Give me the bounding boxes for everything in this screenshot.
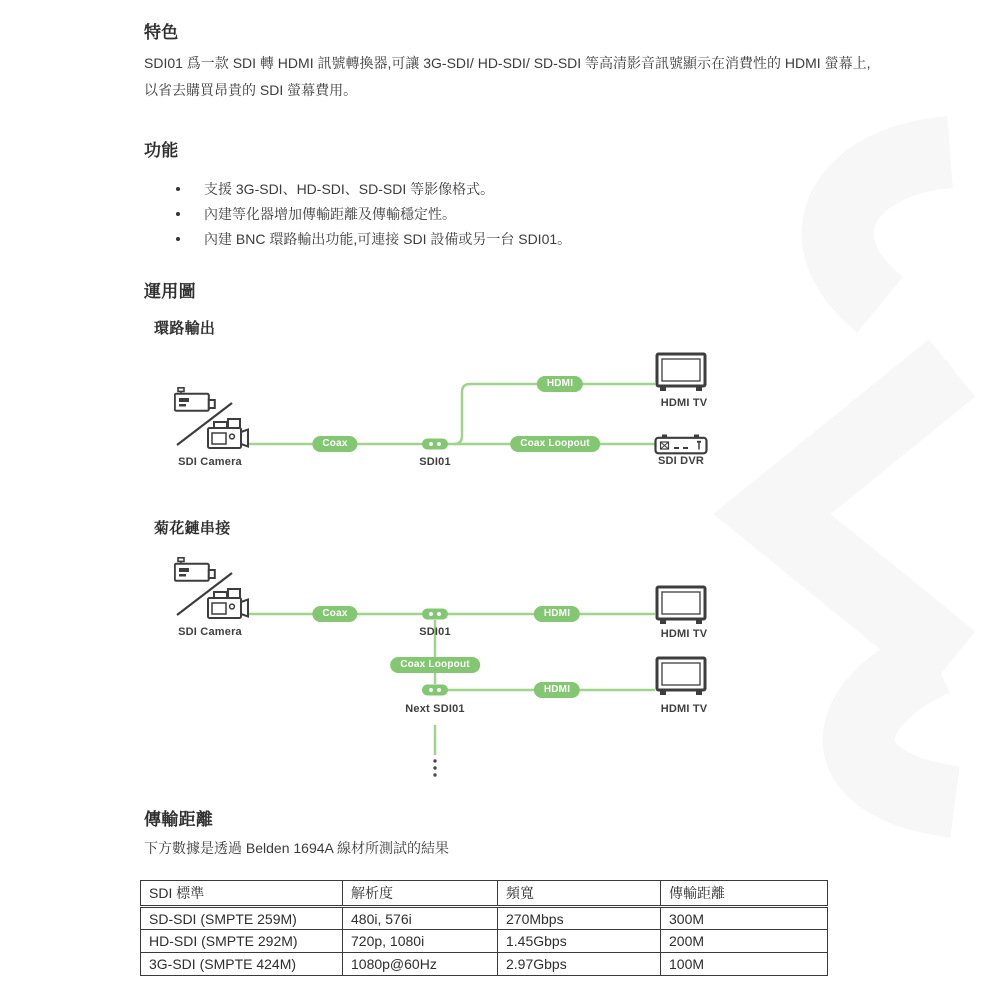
- table-cell: 100M: [661, 953, 828, 976]
- next-sdi01-label: Next SDI01: [405, 703, 465, 715]
- hdmi-tv-label: HDMI TV: [660, 628, 708, 640]
- coax-loopout-badge: Coax Loopout: [390, 657, 480, 673]
- coax-loopout-badge: Coax Loopout: [510, 436, 600, 452]
- table-header-cell: SDI 標準: [141, 881, 343, 907]
- loopout-subheading: 環路輸出: [154, 320, 216, 337]
- table-header-cell: 解析度: [343, 881, 498, 907]
- sdi01-converter-icon: [422, 439, 448, 450]
- sdi01-label: SDI01: [419, 626, 451, 638]
- application-heading: 運用圖: [144, 282, 196, 301]
- hdmi-tv-label: HDMI TV: [660, 397, 708, 409]
- list-item-text: 內建 BNC 環路輸出功能,可連接 SDI 設備或另一台 SDI01。: [204, 231, 572, 247]
- table-header-cell: 頻寬: [498, 881, 661, 907]
- list-item: [176, 180, 571, 198]
- list-item-text: 支援 3G-SDI、HD-SDI、SD-SDI 等影像格式。: [204, 181, 495, 197]
- daisy-chain-subheading: 菊花鏈串接: [154, 520, 231, 537]
- sdi-dvr-label: SDI DVR: [657, 455, 705, 467]
- list-item: [176, 205, 571, 223]
- sdi01-label: SDI01: [419, 456, 451, 468]
- ellipsis-icon: [433, 759, 436, 776]
- hdmi-badge: HDMI: [534, 606, 580, 622]
- bullet-icon: [176, 187, 180, 191]
- bullet-icon: [176, 212, 180, 216]
- table-header-row: [141, 881, 828, 907]
- sdi-camera-icon: [175, 388, 248, 448]
- table-cell: 300M: [661, 907, 828, 930]
- features-heading: 特色: [144, 23, 179, 42]
- table-cell: 480i, 576i: [343, 907, 498, 930]
- functions-list: [176, 180, 571, 255]
- features-paragraph-line2: 以省去購買昂貴的 SDI 螢幕費用。: [144, 82, 358, 98]
- features-paragraph-line1: SDI01 爲一款 SDI 轉 HDMI 訊號轉換器,可讓 3G-SDI/ HD-SDI/ SD-SDI 等高清影音訊號顯示在消費性的 HDMI 螢幕上,: [144, 55, 871, 71]
- list-item: [176, 230, 571, 248]
- transmission-distance-table: [140, 880, 828, 976]
- table-cell: 1.45Gbps: [498, 930, 661, 953]
- hdmi-tv-label: HDMI TV: [660, 703, 708, 715]
- table-header-cell: 傳輸距離: [661, 881, 828, 907]
- coax-badge: Coax: [312, 606, 357, 622]
- distance-heading: 傳輸距離: [144, 810, 214, 829]
- features-paragraph: [144, 50, 896, 104]
- sdi01-converter-icon: [422, 609, 448, 620]
- daisy-chain-diagram: [140, 548, 760, 783]
- hdmi-badge: HDMI: [537, 376, 583, 392]
- hdmi-branch-line: [454, 384, 655, 444]
- table-cell: 3G-SDI (SMPTE 424M): [141, 953, 343, 976]
- sdi-camera-label: SDI Camera: [178, 456, 242, 468]
- sdi-camera-icon: [175, 558, 248, 618]
- list-item-text: 內建等化器增加傳輸距離及傳輸穩定性。: [204, 206, 456, 222]
- sdi-dvr-icon: [656, 435, 707, 454]
- loopout-diagram: [140, 345, 760, 475]
- table-cell: 720p, 1080i: [343, 930, 498, 953]
- table-cell: SD-SDI (SMPTE 259M): [141, 907, 343, 930]
- next-sdi01-converter-icon: [422, 685, 448, 696]
- distance-note: 下方數據是透過 Belden 1694A 線材所測試的結果: [144, 840, 449, 856]
- table-row: [141, 953, 828, 976]
- table-cell: 1080p@60Hz: [343, 953, 498, 976]
- functions-heading: 功能: [144, 141, 179, 160]
- hdmi-tv-icon: [657, 658, 705, 695]
- table-cell: 200M: [661, 930, 828, 953]
- hdmi-tv-icon: [657, 587, 705, 624]
- sdi-camera-label: SDI Camera: [178, 626, 242, 638]
- table-cell: 270Mbps: [498, 907, 661, 930]
- coax-badge: Coax: [312, 436, 357, 452]
- table-row: [141, 930, 828, 953]
- table-cell: HD-SDI (SMPTE 292M): [141, 930, 343, 953]
- table-row: [141, 907, 828, 930]
- table-cell: 2.97Gbps: [498, 953, 661, 976]
- hdmi-tv-icon: [657, 354, 705, 391]
- bullet-icon: [176, 237, 180, 241]
- hdmi-badge: HDMI: [534, 682, 580, 698]
